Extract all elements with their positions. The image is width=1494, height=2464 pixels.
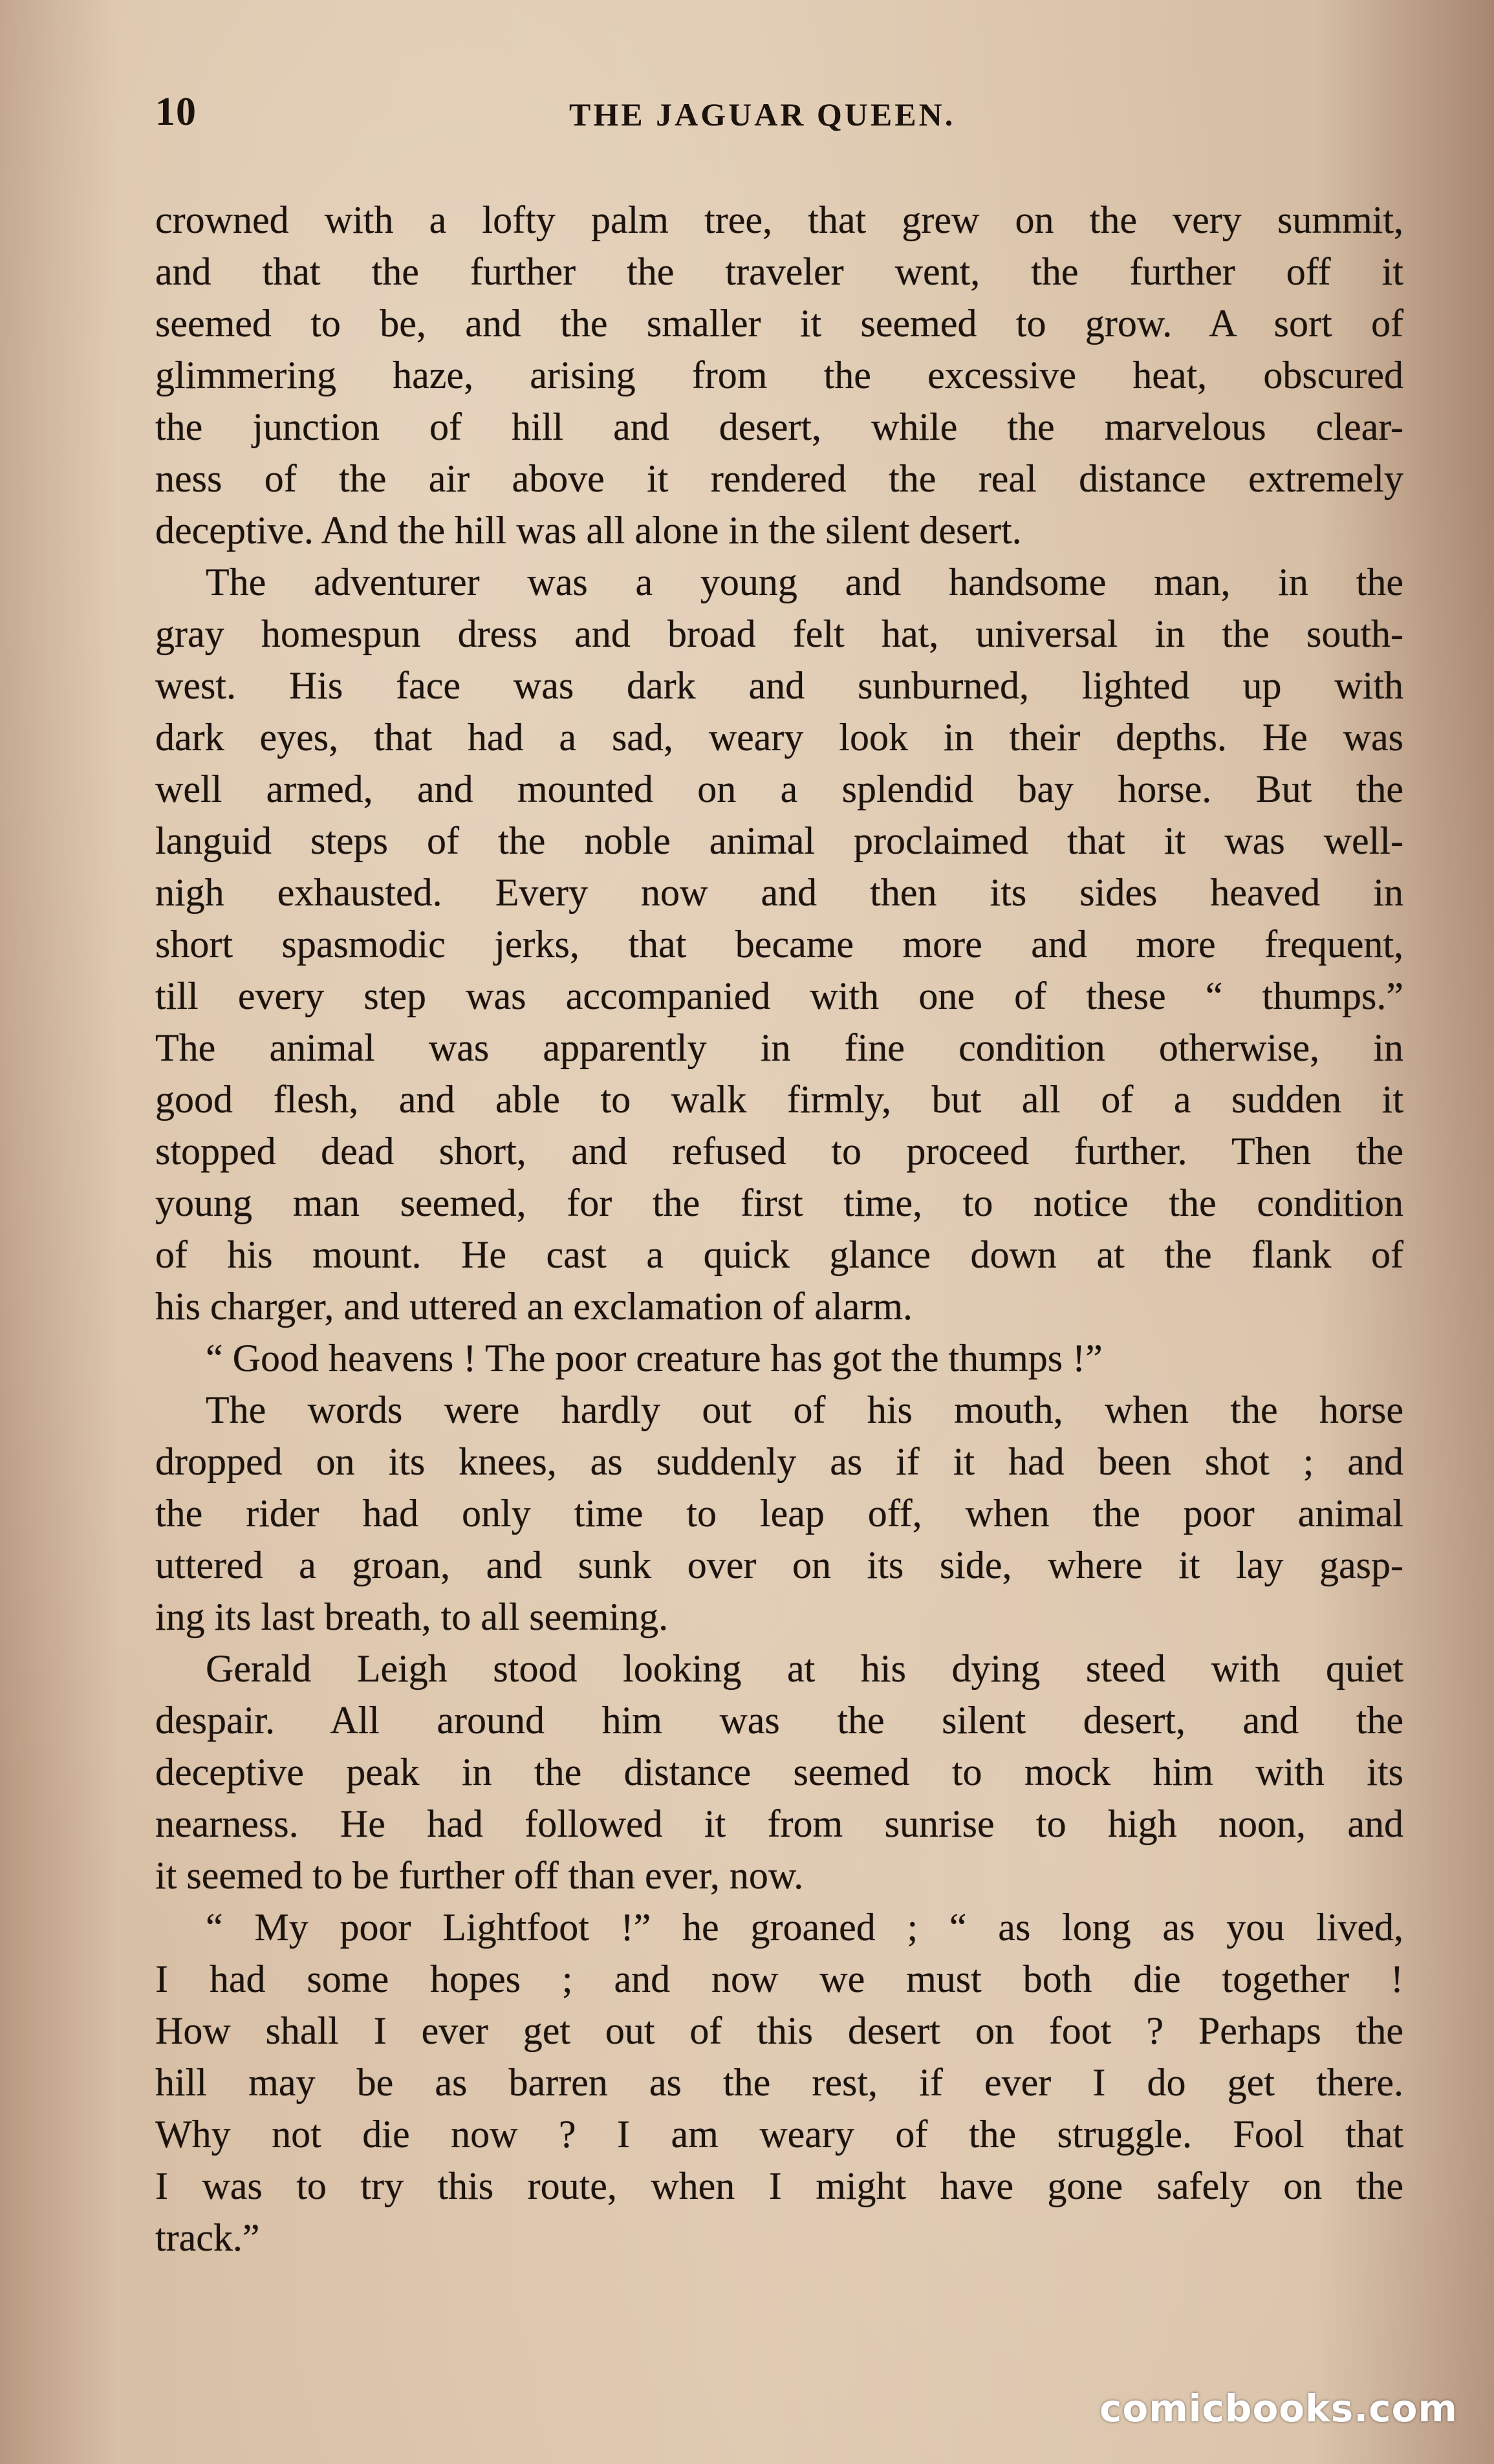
text-line: The animal was apparently in fine condition otherwise, in bbox=[155, 1026, 1403, 1069]
text-line: deceptive peak in the distance seemed to mock him with its bbox=[155, 1751, 1403, 1793]
text-line: till every step was accompanied with one of these “ thumps.” bbox=[155, 975, 1403, 1017]
paragraph bbox=[155, 1384, 1403, 1643]
text-line: his charger, and uttered an exclamation of alarm. bbox=[155, 1285, 913, 1328]
text-line: crowned with a lofty palm tree, that grew on the very summit, bbox=[155, 199, 1403, 241]
text-line: the rider had only time to leap off, when the poor animal bbox=[155, 1492, 1403, 1535]
text-line: The words were hardly out of his mouth, when the horse bbox=[206, 1389, 1403, 1431]
text-line: dropped on its knees, as suddenly as if it had been shot ; and bbox=[155, 1440, 1403, 1483]
text-line: nigh exhausted. Every now and then its sides heaved in bbox=[155, 871, 1403, 914]
text-line: hill may be as barren as the rest, if ever I do get there. bbox=[155, 2061, 1403, 2104]
text-line: the junction of hill and desert, while the marvelous clear- bbox=[155, 405, 1403, 448]
paragraph bbox=[155, 1901, 1403, 2264]
text-line: short spasmodic jerks, that became more and more frequent, bbox=[155, 923, 1403, 966]
paragraph bbox=[155, 556, 1403, 1332]
text-line: “ Good heavens ! The poor creature has got the thumps !” bbox=[206, 1337, 1103, 1379]
text-line: nearness. He had followed it from sunrise to high noon, and bbox=[155, 1802, 1403, 1845]
text-line: track.” bbox=[155, 2216, 260, 2259]
text-line: uttered a groan, and sunk over on its side, where it lay gasp- bbox=[155, 1544, 1403, 1586]
text-line: and that the further the traveler went, the further off it bbox=[155, 250, 1403, 293]
watermark: comicbooks.com bbox=[1099, 2386, 1458, 2430]
text-line: languid steps of the noble animal proclaimed that it was well- bbox=[155, 819, 1403, 862]
page-header bbox=[155, 89, 1403, 147]
text-line: I had some hopes ; and now we must both die together ! bbox=[155, 1958, 1403, 2000]
text-line: Gerald Leigh stood looking at his dying steed with quiet bbox=[206, 1647, 1403, 1690]
text-line: good flesh, and able to walk firmly, but all of a sudden it bbox=[155, 1078, 1403, 1121]
paragraph bbox=[155, 1332, 1403, 1384]
text-line: ness of the air above it rendered the real distance extremely bbox=[155, 457, 1403, 500]
paragraph bbox=[155, 194, 1403, 556]
body-text bbox=[155, 194, 1403, 2264]
text-line: “ My poor Lightfoot !” he groaned ; “ as long as you lived, bbox=[206, 1906, 1403, 1949]
text-line: How shall I ever get out of this desert on foot ? Perhaps the bbox=[155, 2009, 1403, 2052]
text-line: young man seemed, for the first time, to notice the condition bbox=[155, 1182, 1403, 1224]
running-title: THE JAGUAR QUEEN. bbox=[569, 96, 956, 133]
paragraph bbox=[155, 1643, 1403, 1901]
text-line: well armed, and mounted on a splendid bay horse. But the bbox=[155, 768, 1403, 810]
text-line: dark eyes, that had a sad, weary look in their depths. He was bbox=[155, 716, 1403, 759]
text-line: seemed to be, and the smaller it seemed to grow. A sort of bbox=[155, 302, 1403, 345]
text-line: stopped dead short, and refused to proceed further. Then the bbox=[155, 1130, 1403, 1173]
text-line: Why not die now ? I am weary of the struggle. Fool that bbox=[155, 2113, 1403, 2156]
text-line: deceptive. And the hill was all alone in the silent desert. bbox=[155, 509, 1022, 552]
text-line: The adventurer was a young and handsome man, in the bbox=[206, 561, 1403, 603]
text-line: gray homespun dress and broad felt hat, universal in the south- bbox=[155, 612, 1403, 655]
text-line: west. His face was dark and sunburned, lighted up with bbox=[155, 664, 1403, 707]
text-line: I was to try this route, when I might have gone safely on the bbox=[155, 2165, 1403, 2207]
text-line: glimmering haze, arising from the excessive heat, obscured bbox=[155, 354, 1403, 396]
text-line: of his mount. He cast a quick glance down at the flank of bbox=[155, 1233, 1403, 1276]
text-line: despair. All around him was the silent desert, and the bbox=[155, 1699, 1403, 1742]
text-line: ing its last breath, to all seeming. bbox=[155, 1595, 669, 1638]
page-number: 10 bbox=[155, 90, 197, 134]
text-line: it seemed to be further off than ever, now. bbox=[155, 1854, 804, 1897]
